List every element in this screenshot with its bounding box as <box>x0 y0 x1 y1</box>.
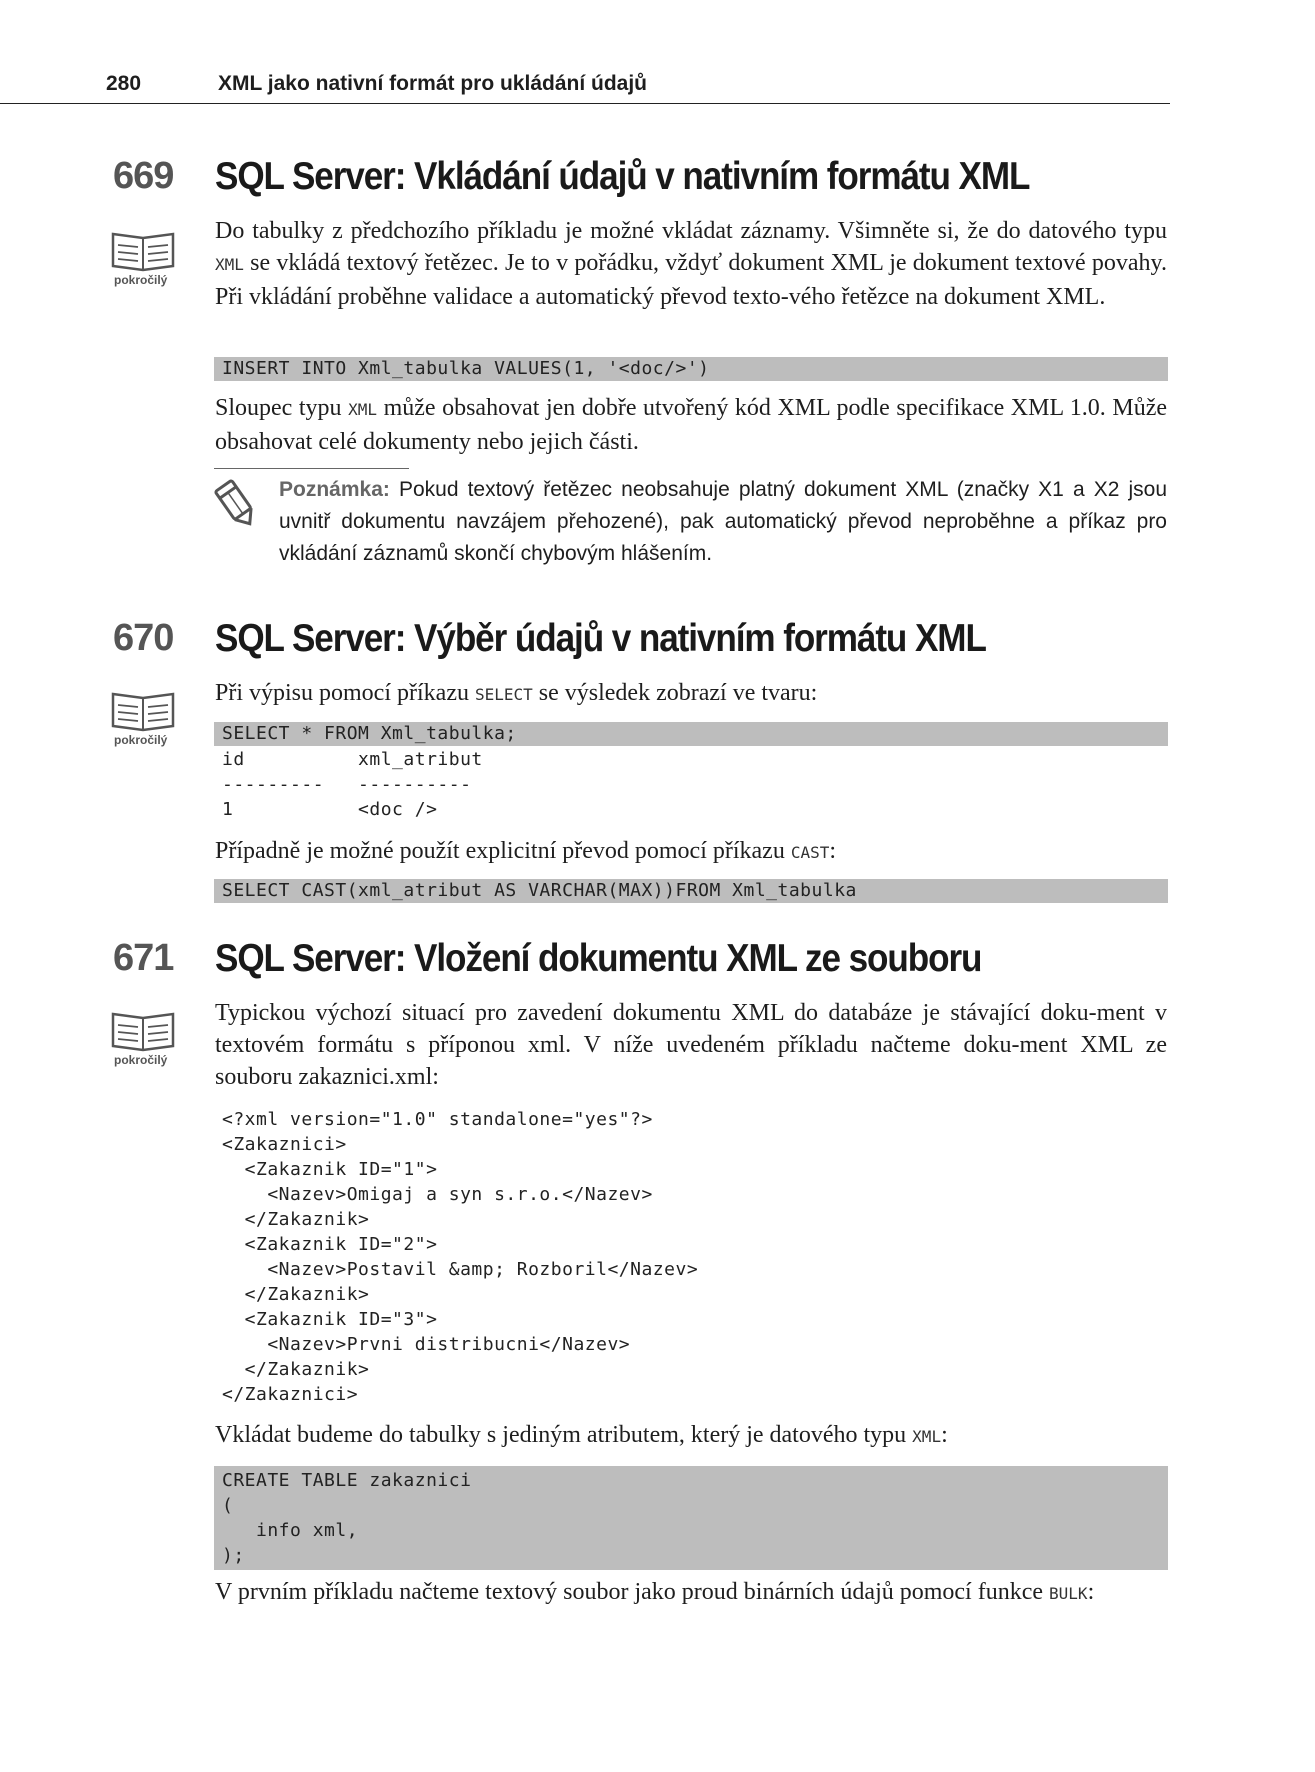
inline-code: XML <box>215 255 244 274</box>
book-icon <box>109 228 177 272</box>
query-result: id xml_atribut --------- ---------- 1 <doc /> <box>222 749 483 820</box>
paragraph <box>215 1576 1167 1610</box>
text: se výsledek zobrazí ve tvaru: <box>532 680 818 706</box>
create-table-code: CREATE TABLE zakaznici ( info xml, ); <box>214 1466 1168 1570</box>
note-label: Poznámka: <box>279 478 390 501</box>
section-title: SQL Server: Vložení dokumentu XML ze souboru <box>215 937 982 980</box>
paragraph: Typickou výchozí situací pro zavedení dokumentu XML do databáze je stávající doku-ment v textovém formátu s příponou xml. V níže uvedeném příkladu načteme doku-ment XML ze souboru zakaznici.xml: <box>215 1000 1167 1090</box>
difficulty-badge <box>106 228 182 287</box>
code-snippet: SELECT CAST(xml_atribut AS VARCHAR(MAX))FROM Xml_tabulka <box>214 879 1168 903</box>
section-number: 670 <box>113 617 174 659</box>
note-rule <box>214 468 409 469</box>
inline-code: SELECT <box>474 685 533 704</box>
section-title: SQL Server: Výběr údajů v nativním formátu XML <box>215 617 986 660</box>
inline-code: XML <box>912 1427 942 1446</box>
section-title: SQL Server: Vkládání údajů v nativním formátu XML <box>215 155 1030 198</box>
note-text <box>279 474 1167 570</box>
text: Při výpisu pomocí příkazu <box>215 680 475 706</box>
inline-code: CAST <box>790 843 830 862</box>
inline-code: XML <box>348 400 378 419</box>
pencil-icon <box>210 478 262 530</box>
book-icon <box>109 688 177 732</box>
text: Do tabulky z předchozího příkladu je možné vkládat záznamy. Všimněte si, že do datového typu <box>215 218 1167 244</box>
code-snippet: SELECT * FROM Xml_tabulka; <box>214 722 1168 746</box>
difficulty-badge <box>106 688 182 747</box>
text: Případně je možné použít explicitní převod pomocí příkazu <box>215 838 791 864</box>
text: : <box>829 838 837 864</box>
paragraph <box>215 1419 1167 1453</box>
text: Pokud textový řetězec neobsahuje platný dokument XML (značky X1 a X2 jsou uvnitř dokumentu navzájem přehozené), pak automatický převod neproběhne a příkaz pro vkládání záznamů skončí chybovým hlášením. <box>279 478 1167 565</box>
text: Vkládat budeme do tabulky s jediným atributem, který je datového typu <box>215 1422 913 1448</box>
text: V prvním příkladu načteme textový soubor jako proud binárních údajů pomocí funkce <box>215 1579 1050 1605</box>
text: může obsahovat jen dobře utvořený kód XML podle specifikace XML 1.0. Může obsahovat celé dokumenty nebo jejich části. <box>215 395 1167 455</box>
section-number: 669 <box>113 155 174 197</box>
header-rule <box>0 103 1170 104</box>
paragraph <box>215 677 1167 711</box>
book-icon <box>109 1008 177 1052</box>
badge-label: pokročilý <box>114 733 168 747</box>
text: : <box>941 1422 948 1448</box>
paragraph <box>215 392 1167 458</box>
page-number: 280 <box>106 72 142 95</box>
text: se vkládá textový řetězec. Je to v pořádku, vždyť dokument XML je dokument textové povahy. Při vkládání proběhne validace a automatický převod texto-vého řetězce na dokument XML. <box>215 250 1167 310</box>
badge-label: pokročilý <box>114 273 168 287</box>
section-number: 671 <box>113 937 174 979</box>
running-title: XML jako nativní formát pro ukládání údajů <box>218 72 648 95</box>
badge-label: pokročilý <box>114 1053 168 1067</box>
difficulty-badge <box>106 1008 182 1067</box>
code-snippet: INSERT INTO Xml_tabulka VALUES(1, '<doc/>') <box>214 357 1168 381</box>
paragraph <box>215 215 1167 313</box>
text: Sloupec typu <box>215 395 349 421</box>
xml-listing: <?xml version="1.0" standalone="yes"?> <Zakaznici> <Zakaznik ID="1"> <Nazev>Omigaj a syn s.r.o.</Nazev> </Zakaznik> <Zakaznik ID="2"> <Nazev>Postavil &amp; Rozboril</Nazev> </Zakaznik> <Zakaznik ID="3"> <Nazev>Prvni distribucni</Nazev> </Zakaznik> </Zakaznici> <box>222 1109 699 1405</box>
paragraph <box>215 835 1167 869</box>
text: : <box>1087 1579 1095 1605</box>
inline-code: BULK <box>1049 1584 1088 1603</box>
